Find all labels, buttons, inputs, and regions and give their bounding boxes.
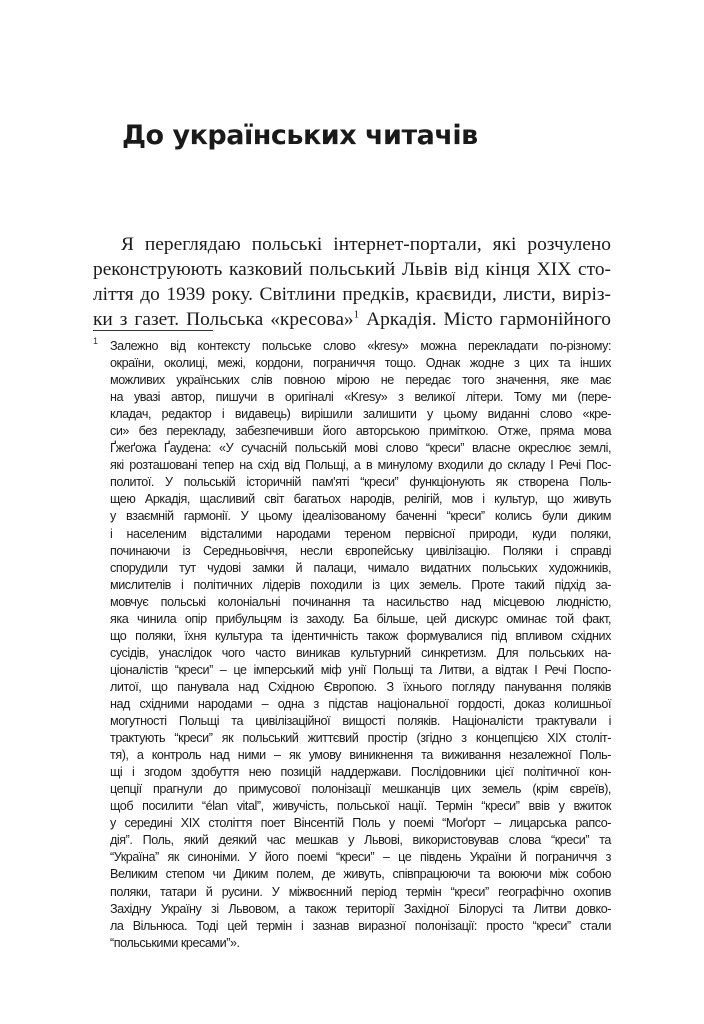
footnote-line: у взаємній гармонії. У цьому ідеалізованому баченні “креси” колись були диким [110,509,611,524]
footnote-line: щоб посилити “élan vital”, живучість, польської нації. Термін “креси” ввів у вжиток [110,799,611,814]
main-text [93,232,611,332]
footnote-line: і населеним відсталими народами тереном первісної природи, куди поляки, [110,526,611,541]
footnote-line: що поляки, їхня культура та ідентичність також формувалися під впливом східних [110,628,611,643]
footnote-line: можливих українських слів повною мірою не передає того значення, яке має [110,373,611,388]
footnote-line: поляки, татари й русини. У міжвоєнний період термін “креси” географічно охопив [110,884,611,899]
footnote-line: Західну Україну зі Львовом, а також території Західної Білорусі та Литви довко- [110,901,611,916]
footnote-line: мислителів і політичних лідерів походили із цих земель. Проте такий підхід за- [110,577,611,592]
footnote-line: кладач, редактор і видавець) вирішили залишити у цьому виданні слово «кре- [110,407,611,422]
body-line-part: ки з газет. Польська «кресова» [93,309,354,330]
body-line: реконструюють казковий польський Львів від кінця XIX сто- [93,259,611,280]
chapter-heading: До українських читачів [122,120,478,151]
footnote-line: Залежно від контексту польське слово «kresy» можна перекладати по-різному: [110,339,611,353]
body-line: ліття до 1939 року. Світлини предків, краєвиди, листи, вирiз- [93,284,611,305]
footnote-line: щі і згодом здобуття нею позицій наддержави. Послідовники цієї політичної кон- [110,765,611,780]
footnote-line: дія”. Поль, який деякий час мешкав у Львові, використовував слова “креси” та [110,833,611,848]
footnote-line: мовчує польські колоніальні починання та насильство над місцевою людністю, [110,594,611,609]
footnote-line: тя), а контроль над ними – як умову виникнення та виживання незалежної Поль- [110,748,611,763]
footnote-reference[interactable]: 1 [353,308,360,321]
footnote-line: могутності Польщі та цивілізаційної вищості поляків. Націоналісти трактували і [110,714,611,729]
footnote-line: ціоналістів “креси” – це імперський міф унії Польщі та Литви, а відтак І Речі Поспо- [110,662,611,677]
footnote-line: починаючи із Середньовіччя, несли європейську цивілізацію. Поляки і справді [110,543,611,558]
footnote-line: политої. У польській історичній пам'яті “креси” функціонують як створена Поль- [110,475,611,490]
footnote-divider [93,330,213,331]
footnote-line: литої, що панувала над Східною Європою. З їхнього погляду панування поляків [110,679,611,694]
footnote-line: сусідів, унаслідок чого часто виникав культурний синкретизм. Для польських на- [110,645,611,660]
footnote-line: над східними народами – одна з підстав національної гордості, доказ колишньої [110,696,611,711]
body-line [93,307,611,332]
footnote-line: “Україна” як синоніми. У його поемі “креси” – це південь України й пограниччя з [110,850,611,865]
footnote-line: си» без перекладу, забезпечивши його авторською приміткою. Отже, пряма мова [110,424,611,439]
footnote-line: Великим степом чи Диким полем, де живуть, співпрацюючи та воюючи між собою [110,867,611,882]
footnote [110,338,611,952]
body-line-part: Аркадія. Місто гармонійного [366,309,611,330]
body-line: Я переглядаю польські інтернет-портали, які розчулено [121,234,611,255]
footnote-line: на увазі автор, пишучи в оригіналі «Kresy» з великої літери. Тому ми (пере- [110,390,611,405]
footnote-line: щею Аркадія, щасливий світ багатьох народів, релігій, мов і культур, що живуть [110,492,611,507]
footnote-line: трактують “креси” як польський життєвий простір (згідно з концепцією XIX століт- [110,731,611,746]
footnote-line: цепції прагнули до примусової полонізації мешканців цих земель (крім євреїв), [110,782,611,797]
footnote-line: “польськими кресами”». [110,935,240,950]
footnote-line: окраїни, околиці, межі, кордони, пограниччя тощо. Однак жодне з цих та інших [110,356,611,371]
footnote-line: у середині XIX століття поет Вінсентій Поль у поемі “Моґорт – лицарська рапсо- [110,816,611,831]
footnote-line: Ґжеґожа Ґаудена: «У сучасній польській мові слово “креси” власне окреслює землі, [110,441,611,456]
footnote-line: яка чинила опір прибульцям із заходу. Ба більше, цей дискурс оминає той факт, [110,611,611,626]
footnote-line: спорудили тут чудові замки й палаци, чимало видатних польських художників, [110,560,611,575]
footnote-line: ла Вільнюса. Тоді цей термін і зазнав виразної полонізації: просто “креси” стали [110,918,611,933]
footnote-line: які розташовані тепер на схід від Польщі, а в минулому входили до складу І Речі Пос- [110,458,611,473]
footnote-number: 1 [93,336,99,346]
